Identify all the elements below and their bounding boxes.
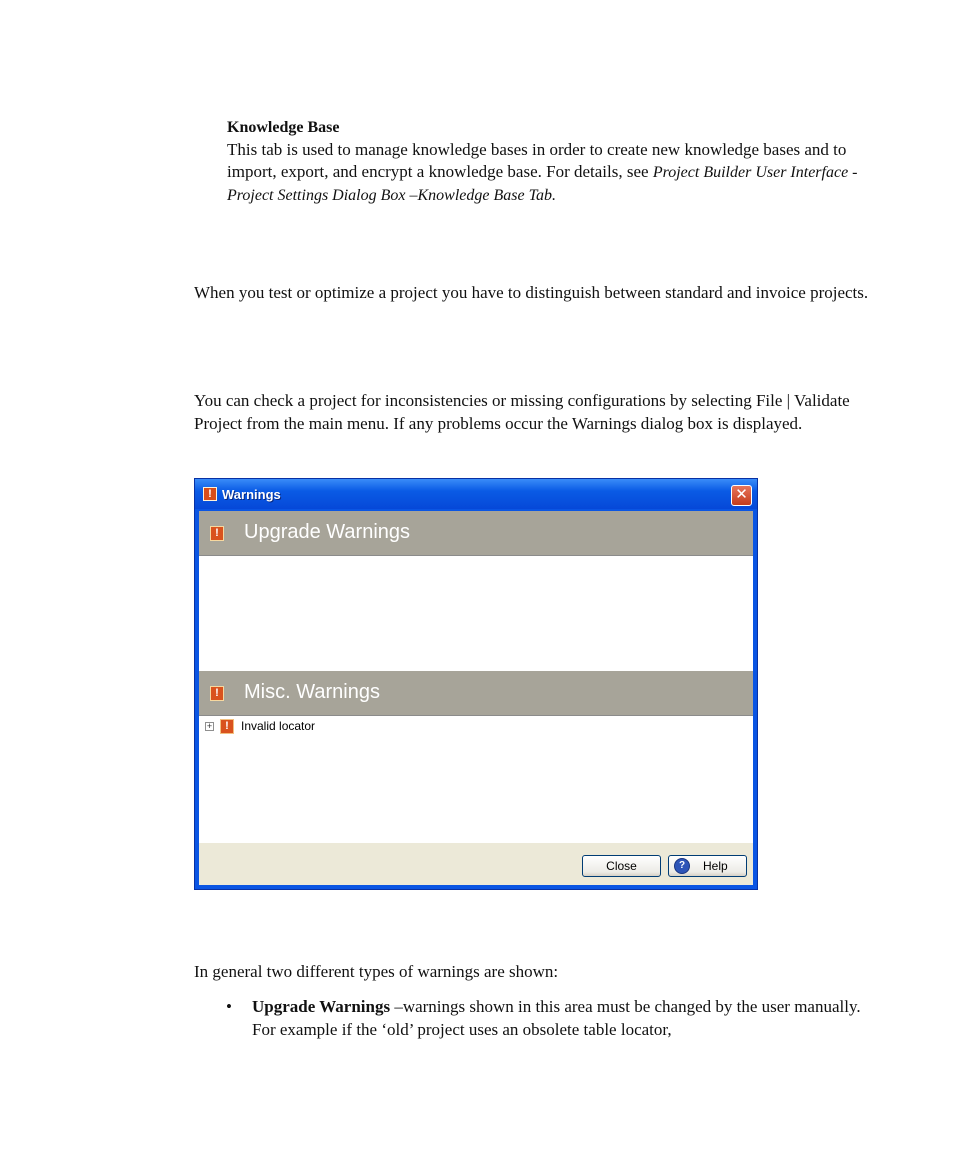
close-button[interactable]: Close	[582, 855, 661, 877]
warning-icon: !	[210, 686, 224, 701]
bullet-term: Upgrade Warnings	[252, 997, 391, 1016]
misc-warnings-header	[199, 671, 753, 715]
upgrade-warnings-list[interactable]	[199, 555, 753, 671]
misc-warnings-title: Misc. Warnings	[244, 681, 380, 703]
bullet-icon: •	[226, 997, 232, 1016]
list-item	[194, 996, 884, 1041]
general-paragraph: In general two different types of warnings are shown:	[194, 962, 559, 981]
warnings-dialog	[194, 478, 758, 890]
tree-item-label[interactable]: Invalid locator	[241, 719, 316, 733]
warning-icon: !	[210, 526, 224, 541]
misc-warnings-list[interactable]	[199, 715, 753, 843]
knowledge-base-description	[227, 117, 867, 207]
warning-icon: !	[220, 719, 234, 734]
help-icon: ?	[674, 858, 690, 874]
help-button[interactable]	[668, 855, 747, 877]
expand-icon[interactable]: +	[206, 721, 213, 731]
dialog-client-area	[199, 511, 753, 885]
dialog-title: Warnings	[222, 487, 281, 502]
dialog-titlebar[interactable]	[195, 479, 757, 509]
warning-icon: !	[203, 487, 217, 501]
knowledge-base-reference: Project Builder User Interface - Project Settings Dialog Box –Knowledge Base Tab.	[227, 164, 858, 204]
knowledge-base-text	[227, 139, 867, 207]
knowledge-base-body: This tab is used to manage knowledge bases in order to create new knowledge bases and to import, export, and encrypt a knowledge base. For details, see	[227, 140, 847, 181]
testing-paragraph: When you test or optimize a project you have to distinguish between standard and invoice projects.	[194, 283, 869, 302]
warning-types-list	[194, 996, 884, 1041]
validate-paragraph: You can check a project for inconsistencies or missing configurations by selecting File | Validate Project from the main menu. If any problems occur the Warnings dialog box is displayed.	[194, 391, 850, 433]
bullet-text: –warnings shown in this area must be changed by the user manually. For example if the ‘old’ project uses an obsolete table locator,	[252, 997, 861, 1039]
close-icon[interactable]: ✕	[731, 485, 752, 506]
upgrade-warnings-title: Upgrade Warnings	[244, 521, 411, 543]
knowledge-base-heading: Knowledge Base	[227, 119, 340, 136]
upgrade-warnings-header	[199, 511, 753, 555]
help-button-label: Help	[703, 859, 728, 873]
